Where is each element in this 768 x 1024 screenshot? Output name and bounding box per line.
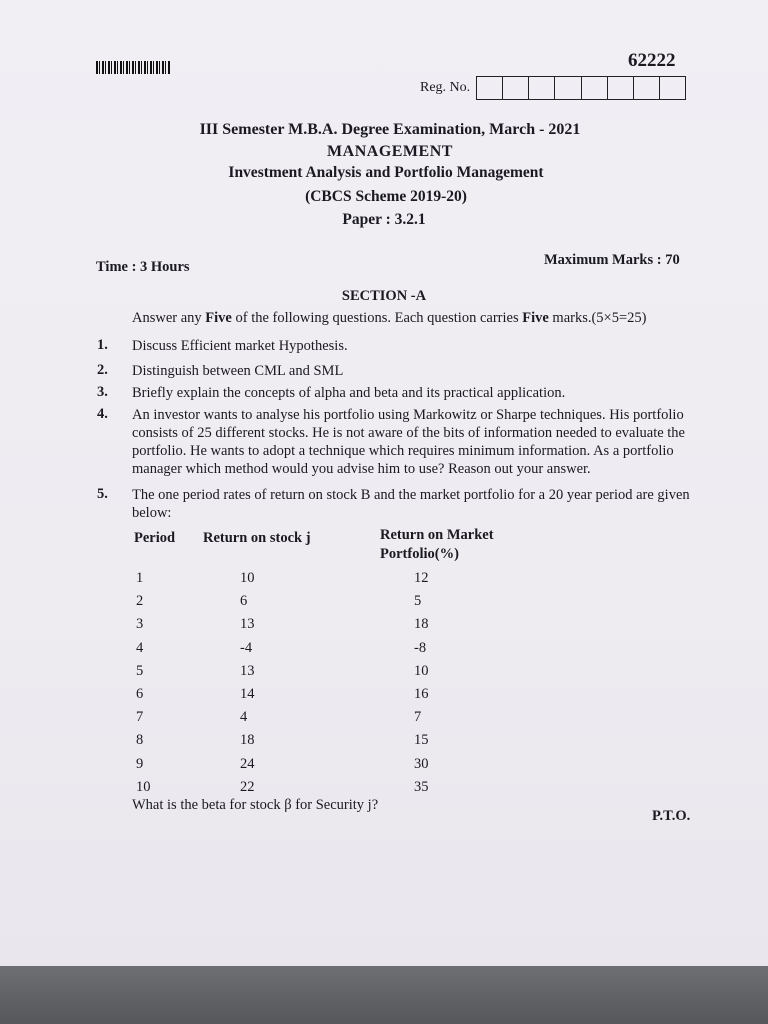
table-header-period: Period (134, 530, 176, 546)
question-text: The one period rates of return on stock B and the market portfolio for a 20 year period are given below: (132, 487, 690, 521)
reg-no-box (477, 77, 503, 99)
question-text: Distinguish between CML and SML (132, 363, 344, 379)
pto-label: P.T.O. (652, 808, 691, 824)
table-cell: 9 (136, 755, 144, 772)
table-cell: 10 (136, 778, 151, 795)
time-allowed: Time : 3 Hours (96, 259, 190, 275)
question-5-prompt: What is the beta for stock β for Security j? (132, 797, 379, 813)
question-number: 4. (97, 406, 108, 422)
question-text: Discuss Efficient market Hypothesis. (132, 338, 348, 354)
table-cell: 5 (414, 593, 422, 610)
table-cell: 7 (414, 709, 422, 726)
question-number: 2. (97, 362, 108, 378)
course-name: Investment Analysis and Portfolio Management (228, 164, 544, 181)
question-number: 1. (97, 337, 108, 353)
table-cell: 8 (136, 732, 144, 749)
table-cell: 4 (240, 709, 248, 726)
table-cell: 1 (136, 570, 144, 586)
question-number: 3. (97, 384, 108, 400)
table-cell: 35 (414, 778, 429, 795)
table-cell: 16 (414, 686, 429, 702)
table-cell: 5 (136, 662, 144, 679)
table-cell: 4 (136, 639, 144, 656)
reg-no-box (608, 77, 634, 99)
question-text: An investor wants to analyse his portfolio using Markowitz or Sharpe techniques. His portfolio consists of 25 different stocks. He is not aware of the bits of information needed to evaluate the portfolio. He wants to adopt a technique which requires minimum information. As a portfolio manager which method would you advise him to use? Reason out your answer. (132, 407, 685, 477)
table-cell: 14 (240, 686, 255, 702)
barcode (96, 61, 170, 74)
reg-no-box (634, 77, 660, 99)
table-cell: 6 (240, 593, 248, 610)
section-title: SECTION -A (341, 288, 427, 304)
table-cell: 10 (414, 662, 429, 679)
reg-no-box (555, 77, 581, 99)
reg-no-box (660, 77, 685, 99)
reg-no-box (529, 77, 555, 99)
table-cell: 3 (136, 616, 144, 633)
table-cell: 24 (240, 755, 255, 772)
question-number: 5. (97, 486, 108, 502)
reg-no-box (582, 77, 608, 99)
table-cell: 10 (240, 570, 255, 586)
question-text: Briefly explain the concepts of alpha and beta and its practical application. (132, 385, 566, 401)
table-cell: 12 (414, 570, 429, 586)
reg-no-box (503, 77, 529, 99)
table-cell: 18 (414, 616, 429, 633)
table-cell: 2 (136, 593, 144, 610)
table-cell: 7 (136, 709, 144, 726)
table-cell: 18 (240, 732, 255, 749)
table-cell: 30 (414, 755, 429, 772)
paper-code: 62222 (628, 50, 676, 71)
reg-no-boxes (476, 76, 686, 100)
table-header-stock-return: Return on stock j (203, 530, 311, 546)
scheme: (CBCS Scheme 2019-20) (305, 188, 467, 205)
scanner-background (0, 966, 768, 1024)
table-cell: 13 (240, 616, 255, 633)
table-cell: -8 (414, 639, 427, 656)
table-cell: 22 (240, 778, 255, 795)
table-header-market-return: Return on Market (380, 527, 494, 543)
paper-number: Paper : 3.2.1 (342, 211, 426, 228)
reg-no-label: Reg. No. (420, 80, 471, 95)
subject: MANAGEMENT (327, 143, 453, 160)
table-cell: 6 (136, 686, 144, 702)
table-header-portfolio: Portfolio(%) (380, 546, 459, 562)
exam-title: III Semester M.B.A. Degree Examination, March - 2021 (199, 121, 581, 138)
section-instruction: Answer any Five of the following questions. Each question carries Five marks.(5×5=25) (132, 310, 647, 326)
table-cell: 13 (240, 662, 255, 679)
table-cell: -4 (240, 639, 253, 656)
maximum-marks: Maximum Marks : 70 (544, 252, 680, 268)
table-cell: 15 (414, 732, 429, 749)
